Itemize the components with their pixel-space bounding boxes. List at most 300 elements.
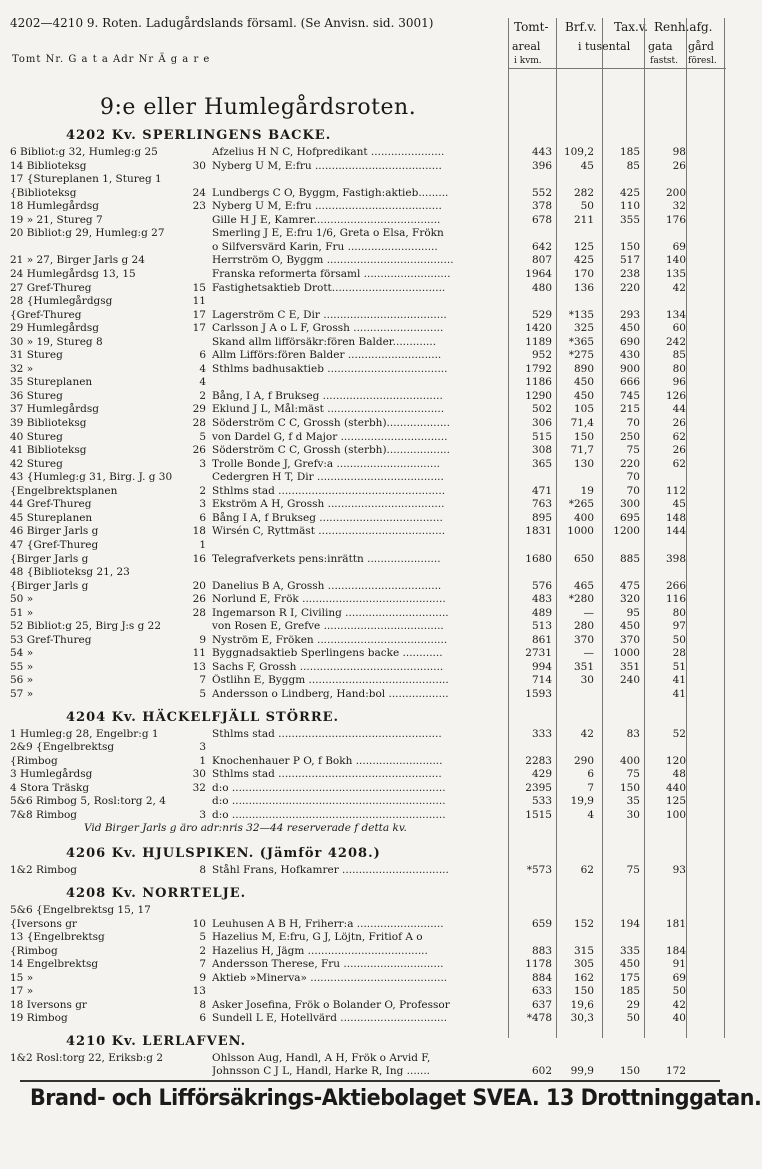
renh-gata: 45 <box>672 498 686 511</box>
table-row <box>0 918 762 931</box>
areal: 378 <box>531 200 552 213</box>
areal: 637 <box>531 998 552 1011</box>
owner: Leuhusen A B H, Friherr:a .......................... <box>212 917 444 930</box>
street: 1&2 Rimbog <box>10 864 78 877</box>
table-row <box>0 336 762 349</box>
areal: 714 <box>531 674 552 687</box>
address-number: 3 <box>199 808 206 821</box>
brf-value: 105 <box>573 403 594 416</box>
tax-value: 900 <box>619 362 640 375</box>
table-row <box>0 200 762 213</box>
tax-value: 50 <box>626 1012 640 1025</box>
areal: 1831 <box>525 525 552 538</box>
areal: 365 <box>531 457 552 470</box>
table-row <box>0 768 762 781</box>
tax-value: 1200 <box>613 525 640 538</box>
table-row <box>0 444 762 457</box>
brf-value: — <box>583 647 594 660</box>
banner-rule <box>20 1080 720 1082</box>
areal: 396 <box>531 159 552 172</box>
tax-value: 95 <box>626 606 640 619</box>
block-title: 4208 Kv. NORRTELJE. <box>66 885 247 901</box>
areal: 576 <box>531 579 552 592</box>
brf-value: 125 <box>573 240 594 253</box>
street: 45 Stureplanen <box>10 511 93 524</box>
table-row <box>0 485 762 498</box>
street: 47 {Gref-Thureg <box>10 538 99 551</box>
table-row <box>0 309 762 322</box>
brf-value: 282 <box>573 186 594 199</box>
tax-value: 351 <box>619 660 640 673</box>
owner: Lundbergs C O, Byggm, Fastigh:aktieb......... <box>212 186 449 199</box>
areal: 659 <box>531 917 552 930</box>
owner: Hazelius M, E:fru, G J, Löjtn, Fritiof A o <box>212 931 423 944</box>
address-number: 26 <box>192 593 206 606</box>
renh-gata: 41 <box>672 674 686 687</box>
owner: Aktieb »Minerva» ......................................... <box>212 971 448 984</box>
renh-gata: 140 <box>665 254 686 267</box>
brf-value: — <box>583 606 594 619</box>
areal: 483 <box>531 593 552 606</box>
street: 53 Gref-Thureg <box>10 633 92 646</box>
owner: Hazelius H, Jägm .................................... <box>212 944 428 957</box>
block-note: Vid Birger Jarls g äro adr:nris 32—44 reserverade f detta kv. <box>84 822 407 835</box>
table-row <box>0 525 762 538</box>
street: {Biblioteksg <box>10 186 77 199</box>
owner: Ingemarson R I, Civiling ............................... <box>212 606 449 619</box>
renh-gata: 135 <box>665 267 686 280</box>
renh-gata: 91 <box>672 958 686 971</box>
tax-value: 220 <box>619 281 640 294</box>
renh-gata: 42 <box>672 998 686 1011</box>
col-brf: Brf.v. <box>565 20 597 34</box>
owner: Knochenhauer P O, f Bokh .......................... <box>212 754 443 767</box>
table-row <box>0 607 762 620</box>
owner: Skand allm lifförsäkr:fören Balder............. <box>212 335 437 348</box>
owner: Carlsson J A o L F, Grossh ........................... <box>212 322 444 335</box>
table-row <box>0 512 762 525</box>
address-number: 3 <box>199 741 206 754</box>
renh-gata: 266 <box>665 579 686 592</box>
address-number: 2 <box>199 484 206 497</box>
street: 40 Stureg <box>10 430 63 443</box>
areal: 763 <box>531 498 552 511</box>
street: 17 {Stureplanen 1, Stureg 1 <box>10 173 162 186</box>
brf-value: 465 <box>573 579 594 592</box>
block-title: 4210 Kv. LERLAFVEN. <box>66 1033 247 1049</box>
renh-gata: 97 <box>672 620 686 633</box>
table-row <box>0 809 762 822</box>
areal: 602 <box>531 1065 552 1078</box>
address-number: 1 <box>199 538 206 551</box>
brf-value: 42 <box>580 727 594 740</box>
brf-value: 890 <box>573 362 594 375</box>
brf-value: 370 <box>573 633 594 646</box>
address-number: 28 <box>192 606 206 619</box>
areal: 1178 <box>525 958 552 971</box>
areal: 2395 <box>525 781 552 794</box>
street: 57 » <box>10 688 34 700</box>
brf-value: 71,7 <box>570 444 594 457</box>
address-number: 11 <box>192 295 206 308</box>
brf-value: *265 <box>568 498 594 511</box>
street: {Engelbrektsplanen <box>10 484 118 497</box>
brf-value: 450 <box>573 389 594 402</box>
tax-value: 185 <box>619 146 640 158</box>
street: 41 Biblioteksg <box>10 444 87 457</box>
address-number: 13 <box>192 985 206 998</box>
owner: Bång, I A, f Brukseg .................................... <box>212 389 443 402</box>
street: 4 Stora Träskg <box>10 781 90 794</box>
address-number: 3 <box>199 498 206 511</box>
owner: Östlihn E, Byggm .......................................... <box>212 674 449 687</box>
owner: Nyberg U M, E:fru ...................................... <box>212 159 442 172</box>
address-number: 30 <box>192 768 206 781</box>
table-row <box>0 214 762 227</box>
street: 18 Iversons gr <box>10 998 87 1011</box>
address-number: 15 <box>192 281 206 294</box>
areal: 552 <box>531 186 552 199</box>
table-row <box>0 295 762 308</box>
tax-value: 70 <box>626 417 640 429</box>
owner: Trolle Bonde J, Grefv:a ............................... <box>212 457 440 470</box>
renh-gata: 116 <box>665 593 686 606</box>
areal: 480 <box>531 281 552 294</box>
owner: Franska reformerta församl .......................... <box>212 267 451 280</box>
tax-value: 885 <box>619 552 640 565</box>
owner: Asker Josefina, Frök o Bolander O, Professor <box>212 998 450 1011</box>
address-number: 7 <box>199 958 206 971</box>
owner: Gille H J E, Kamrer...................................... <box>212 213 441 226</box>
table-row <box>0 458 762 471</box>
renh-gata: 50 <box>672 633 686 646</box>
table-row <box>0 539 762 552</box>
tax-value: 690 <box>619 335 640 348</box>
areal: 2283 <box>525 754 552 767</box>
tax-value: 175 <box>619 971 640 984</box>
street: 3 Humlegårdsg <box>10 768 93 781</box>
table-row <box>0 620 762 633</box>
col-renh: Renh.afg. <box>654 20 713 34</box>
owner: Telegrafverkets pens:inrättn ...................... <box>212 552 441 565</box>
table-row <box>0 580 762 593</box>
renh-gata: 28 <box>672 647 686 660</box>
header-line: 4202—4210 9. Roten. Ladugårdslands församl. (Se Anvisn. sid. 3001) <box>10 16 434 30</box>
tax-value: 75 <box>626 444 640 457</box>
col-gata: gata <box>648 40 673 53</box>
renh-gata: 96 <box>672 376 686 389</box>
table-row <box>0 795 762 808</box>
renh-gata: 26 <box>672 159 686 172</box>
street: {Gref-Thureg <box>10 308 82 321</box>
areal: 1290 <box>525 389 552 402</box>
renh-gata: 32 <box>672 200 686 213</box>
address-number: 5 <box>199 430 206 443</box>
block-title: 4202 Kv. SPERLINGENS BACKE. <box>66 128 332 143</box>
tax-value: 666 <box>619 376 640 389</box>
street: 39 Biblioteksg <box>10 417 87 429</box>
tax-value: 450 <box>619 958 640 971</box>
address-number: 6 <box>199 349 206 362</box>
street: {Rimbog <box>10 944 58 957</box>
owner: Sthlms stad ................................................. <box>212 727 442 740</box>
areal: 529 <box>531 308 552 321</box>
tax-value: 370 <box>619 633 640 646</box>
tax-value: 450 <box>619 322 640 335</box>
street: {Iversons gr <box>10 917 77 930</box>
street: 36 Stureg <box>10 389 63 402</box>
street: 19 Rimbog <box>10 1012 68 1025</box>
areal: 1186 <box>525 376 552 389</box>
table-row <box>0 268 762 281</box>
street: 52 Bibliot:g 25, Birg J:s g 22 <box>10 620 162 633</box>
areal: 883 <box>531 944 552 957</box>
address-number: 8 <box>199 864 206 877</box>
tax-value: 745 <box>619 389 640 402</box>
col-itusental: i tusental <box>578 40 631 53</box>
brf-value: 30 <box>580 674 594 687</box>
column-caption-line: Tomt Nr. G a t a Adr Nr Ä g a r e <box>12 54 211 65</box>
brf-value: 19,6 <box>570 998 594 1011</box>
brf-value: 152 <box>573 917 594 930</box>
table-row <box>0 241 762 254</box>
owner: Sachs F, Grossh ........................................... <box>212 660 444 673</box>
street: 30 » 19, Stureg 8 <box>10 335 103 348</box>
areal: 443 <box>531 146 552 158</box>
areal: 884 <box>531 971 552 984</box>
street: 31 Stureg <box>10 349 63 362</box>
tax-value: 293 <box>619 308 640 321</box>
street: 27 Gref-Thureg <box>10 281 92 294</box>
tax-value: 220 <box>619 457 640 470</box>
owner: Lagerström C E, Dir ..................................... <box>212 308 447 321</box>
owner: Afzelius H N C, Hofpredikant ...................... <box>212 146 445 158</box>
col-ikvm: i kvm. <box>514 56 542 66</box>
table-row <box>0 864 762 877</box>
table-row <box>0 782 762 795</box>
renh-gata: 69 <box>672 971 686 984</box>
tax-value: 400 <box>619 754 640 767</box>
street: 7&8 Rimbog <box>10 808 78 821</box>
col-tomt: Tomt- <box>514 20 549 34</box>
address-number: 3 <box>199 457 206 470</box>
owner: Eklund J L, Mål:mäst ................................... <box>212 403 445 416</box>
renh-gata: 440 <box>665 781 686 794</box>
areal: 1593 <box>525 688 552 700</box>
table-row <box>0 741 762 754</box>
advertisement-banner: Brand- och Lifförsäkrings-Aktiebolaget SVEA. 13 Drottninggatan. <box>30 1086 762 1111</box>
renh-gata: 51 <box>672 660 686 673</box>
address-number: 17 <box>192 308 206 321</box>
table-row <box>0 349 762 362</box>
address-number: 9 <box>199 971 206 984</box>
owner: Ohlsson Aug, Handl, A H, Frök o Arvid F, <box>212 1051 431 1064</box>
tax-value: 238 <box>619 267 640 280</box>
tax-value: 1000 <box>613 647 640 660</box>
section-title: 9:e eller Humlegårdsroten. <box>100 95 417 120</box>
block-title: 4206 Kv. HJULSPIKEN. (Jämför 4208.) <box>66 846 381 862</box>
tax-value: 70 <box>626 484 640 497</box>
brf-value: 450 <box>573 376 594 389</box>
street: 56 » <box>10 674 34 687</box>
street: 35 Stureplanen <box>10 376 93 389</box>
table-row <box>0 661 762 674</box>
table-row <box>0 728 762 741</box>
street: 50 » <box>10 593 34 606</box>
street: 13 {Engelbrektsg <box>10 931 105 944</box>
street: 18 Humlegårdsg <box>10 200 99 213</box>
table-row <box>0 634 762 647</box>
brf-value: 290 <box>573 754 594 767</box>
street: 14 Biblioteksg <box>10 159 87 172</box>
renh-gata: 181 <box>665 917 686 930</box>
tax-value: 695 <box>619 511 640 524</box>
areal: 513 <box>531 620 552 633</box>
tax-value: 355 <box>619 213 640 226</box>
areal: 1189 <box>525 335 552 348</box>
street: 46 Birger Jarls g <box>10 525 99 538</box>
owner: Cedergren H T, Dir ...................................... <box>212 471 444 484</box>
table-row <box>0 945 762 958</box>
table-row <box>0 173 762 186</box>
street: 51 » <box>10 606 34 619</box>
table-row <box>0 593 762 606</box>
renh-gata: 176 <box>665 213 686 226</box>
tax-value: 150 <box>619 1065 640 1078</box>
owner: Söderström C C, Grossh (sterbh)................... <box>212 417 450 429</box>
header-rule <box>508 68 726 69</box>
areal: 1792 <box>525 362 552 375</box>
brf-value: 19,9 <box>570 795 594 808</box>
renh-gata: 40 <box>672 1012 686 1025</box>
address-number: 23 <box>192 200 206 213</box>
owner: Byggnadsaktieb Sperlingens backe ............ <box>212 647 443 660</box>
owner: Danelius B A, Grossh .................................. <box>212 579 442 592</box>
brf-value: 400 <box>573 511 594 524</box>
address-number: 20 <box>192 579 206 592</box>
brf-value: 30,3 <box>570 1012 594 1025</box>
owner: Sthlms stad .................................................. <box>212 484 446 497</box>
areal: 429 <box>531 768 552 781</box>
table-row <box>0 985 762 998</box>
owner: Nyberg U M, E:fru ...................................... <box>212 200 442 213</box>
brf-value: 211 <box>573 213 594 226</box>
table-row <box>0 146 762 159</box>
street: 17 » <box>10 985 34 998</box>
areal: 633 <box>531 985 552 998</box>
table-row <box>0 363 762 376</box>
address-number: 28 <box>192 417 206 429</box>
areal: 1420 <box>525 322 552 335</box>
street: 21 » 27, Birger Jarls g 24 <box>10 254 145 267</box>
table-row <box>0 403 762 416</box>
table-row <box>0 1012 762 1025</box>
address-number: 13 <box>192 660 206 673</box>
renh-gata: 85 <box>672 349 686 362</box>
table-row <box>0 904 762 917</box>
owner: Andersson o Lindberg, Hand:bol .................. <box>212 688 449 700</box>
areal: 333 <box>531 727 552 740</box>
table-row <box>0 431 762 444</box>
owner: Ekström A H, Grossh ................................... <box>212 498 445 511</box>
owner: o Silfversvärd Karin, Fru ........................... <box>212 240 438 253</box>
street: 28 {Humlegårdgsg <box>10 295 113 308</box>
areal: 807 <box>531 254 552 267</box>
street: {Birger Jarls g <box>10 579 89 592</box>
col-gard: gård <box>688 40 714 53</box>
tax-value: 29 <box>626 998 640 1011</box>
street: 29 Humlegårdsg <box>10 322 99 335</box>
renh-gata: 125 <box>665 795 686 808</box>
owner: Nyström E, Fröken ....................................... <box>212 633 448 646</box>
areal: 1680 <box>525 552 552 565</box>
owner: Herrström O, Byggm ...................................... <box>212 254 454 267</box>
owner: Johnsson C J L, Handl, Harke R, Ing ....... <box>212 1065 431 1078</box>
table-row <box>0 688 762 701</box>
street: 32 » <box>10 362 34 375</box>
tax-value: 83 <box>626 727 640 740</box>
renh-gata: 100 <box>665 808 686 821</box>
table-row <box>0 471 762 484</box>
tax-value: 30 <box>626 808 640 821</box>
renh-gata: 93 <box>672 864 686 877</box>
tax-value: 150 <box>619 240 640 253</box>
address-number: 6 <box>199 511 206 524</box>
renh-gata: 26 <box>672 417 686 429</box>
renh-gata: 48 <box>672 768 686 781</box>
street: 54 » <box>10 647 34 660</box>
brf-value: *280 <box>568 593 594 606</box>
address-number: 2 <box>199 389 206 402</box>
renh-gata: 200 <box>665 186 686 199</box>
renh-gata: 60 <box>672 322 686 335</box>
address-number: 10 <box>192 917 206 930</box>
areal: 1515 <box>525 808 552 821</box>
address-number: 32 <box>192 781 206 794</box>
address-number: 26 <box>192 444 206 457</box>
owner: Sthlms stad ................................................. <box>212 768 442 781</box>
areal: 678 <box>531 213 552 226</box>
tax-value: 320 <box>619 593 640 606</box>
street: {Rimbog <box>10 754 58 767</box>
areal: 308 <box>531 444 552 457</box>
renh-gata: 134 <box>665 308 686 321</box>
renh-gata: 50 <box>672 985 686 998</box>
address-number: 5 <box>199 688 206 700</box>
owner: Norlund E, Frök ........................................... <box>212 593 446 606</box>
table-row <box>0 999 762 1012</box>
brf-value: 136 <box>573 281 594 294</box>
brf-value: *275 <box>568 349 594 362</box>
renh-gata: 144 <box>665 525 686 538</box>
brf-value: 150 <box>573 430 594 443</box>
brf-value: 280 <box>573 620 594 633</box>
address-number: 2 <box>199 944 206 957</box>
street: 48 {Biblioteksg 21, 23 <box>10 566 130 579</box>
tax-value: 150 <box>619 781 640 794</box>
table-row <box>0 1052 762 1065</box>
tax-value: 250 <box>619 430 640 443</box>
street: 2&9 {Engelbrektsg <box>10 741 115 754</box>
table-row <box>0 160 762 173</box>
street: 6 Bibliot:g 32, Humleg:g 25 <box>10 146 158 158</box>
address-number: 18 <box>192 525 206 538</box>
brf-value: 305 <box>573 958 594 971</box>
owner: von Rosen E, Grefve .................................... <box>212 620 444 633</box>
table-row <box>0 1065 762 1078</box>
renh-gata: 398 <box>665 552 686 565</box>
table-row <box>0 376 762 389</box>
